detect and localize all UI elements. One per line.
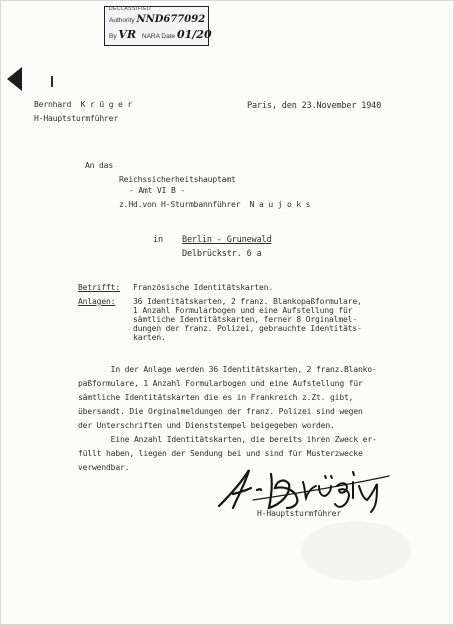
stamp-by-label: By: [109, 33, 117, 40]
subject-label: Betrifft:: [78, 283, 120, 292]
stamp-nara-value: 01/20: [176, 28, 212, 41]
signature-rank: H-Hauptsturmführer: [257, 509, 341, 518]
body-line: paßformulare, 1 Anzahl Formularbogen und eine Aufstellung für: [78, 379, 363, 388]
enclosures-line: 1 Anzahl Formularbogen und eine Aufstellung für: [133, 306, 353, 315]
body-line: übersandt. Die Orginalmeldungen der franz. Polizei sind wegen: [78, 407, 363, 416]
stamp-nara-label: NARA Date: [141, 33, 176, 40]
sender-rank: H-Hauptsturmführer: [34, 114, 118, 123]
enclosures-line: 36 Identitätskarten, 2 franz. Blankopaßformulare,: [133, 297, 362, 306]
stamp-by-row: [109, 28, 212, 41]
body-line: In der Anlage werden 36 Identitätskarten, 2 franz.Blanko-: [78, 365, 377, 374]
sender-name: Bernhard K r ü g e r: [34, 100, 132, 109]
body-line: der Unterschriften und Dienststempel beigegeben worden.: [78, 421, 335, 430]
recipient-line-2: Reichssicherheitshauptamt: [119, 175, 236, 184]
recipient-line-1: An das: [85, 161, 113, 170]
body-line: verwendbar.: [78, 463, 130, 472]
enclosures-line: sämtliche Identitätskarten, ferner 8 Orginalmel-: [133, 315, 357, 324]
body-line: füllt haben, liegen der Sendung bei und sind für Musterzwecke: [78, 449, 363, 458]
handwritten-signature: [213, 464, 403, 514]
stamp-header: DECLASSIFIED: [109, 6, 152, 12]
place-date: Paris, den 23.November 1940: [247, 101, 382, 111]
recipient-city-prefix: in: [153, 235, 163, 245]
recipient-street: Delbrückstr. 6 a: [182, 249, 262, 259]
enclosures-label: Anlagen:: [78, 297, 116, 306]
declassification-stamp: [104, 6, 212, 46]
enclosures-line: dungen der franz. Polizei, gebrauchte Identitäts-: [133, 324, 362, 333]
body-line: sämtliche Identitätskarten die es in Frankreich z.Zt. gibt,: [78, 393, 354, 402]
stamp-by-value: VR: [118, 28, 137, 41]
stamp-authority-value: NND677092: [136, 14, 206, 25]
stamp-authority-row: [109, 14, 205, 25]
punch-hole-mark: [7, 67, 22, 91]
paper-stain: [301, 521, 411, 581]
enclosures-line: karten.: [133, 333, 166, 342]
margin-tick-mark: [51, 76, 53, 87]
body-line: Eine Anzahl Identitätskarten, die bereits ihren Zweck er-: [78, 435, 377, 444]
recipient-city: Berlin - Grunewald: [182, 235, 272, 245]
recipient-line-4: z.Hd.von H-Sturmbannführer N a u j o k s: [119, 200, 311, 209]
subject-text: Französische Identitätskarten.: [133, 283, 273, 292]
recipient-line-3: - Amt VI B -: [129, 186, 185, 195]
stamp-authority-label: Authority: [109, 17, 135, 24]
